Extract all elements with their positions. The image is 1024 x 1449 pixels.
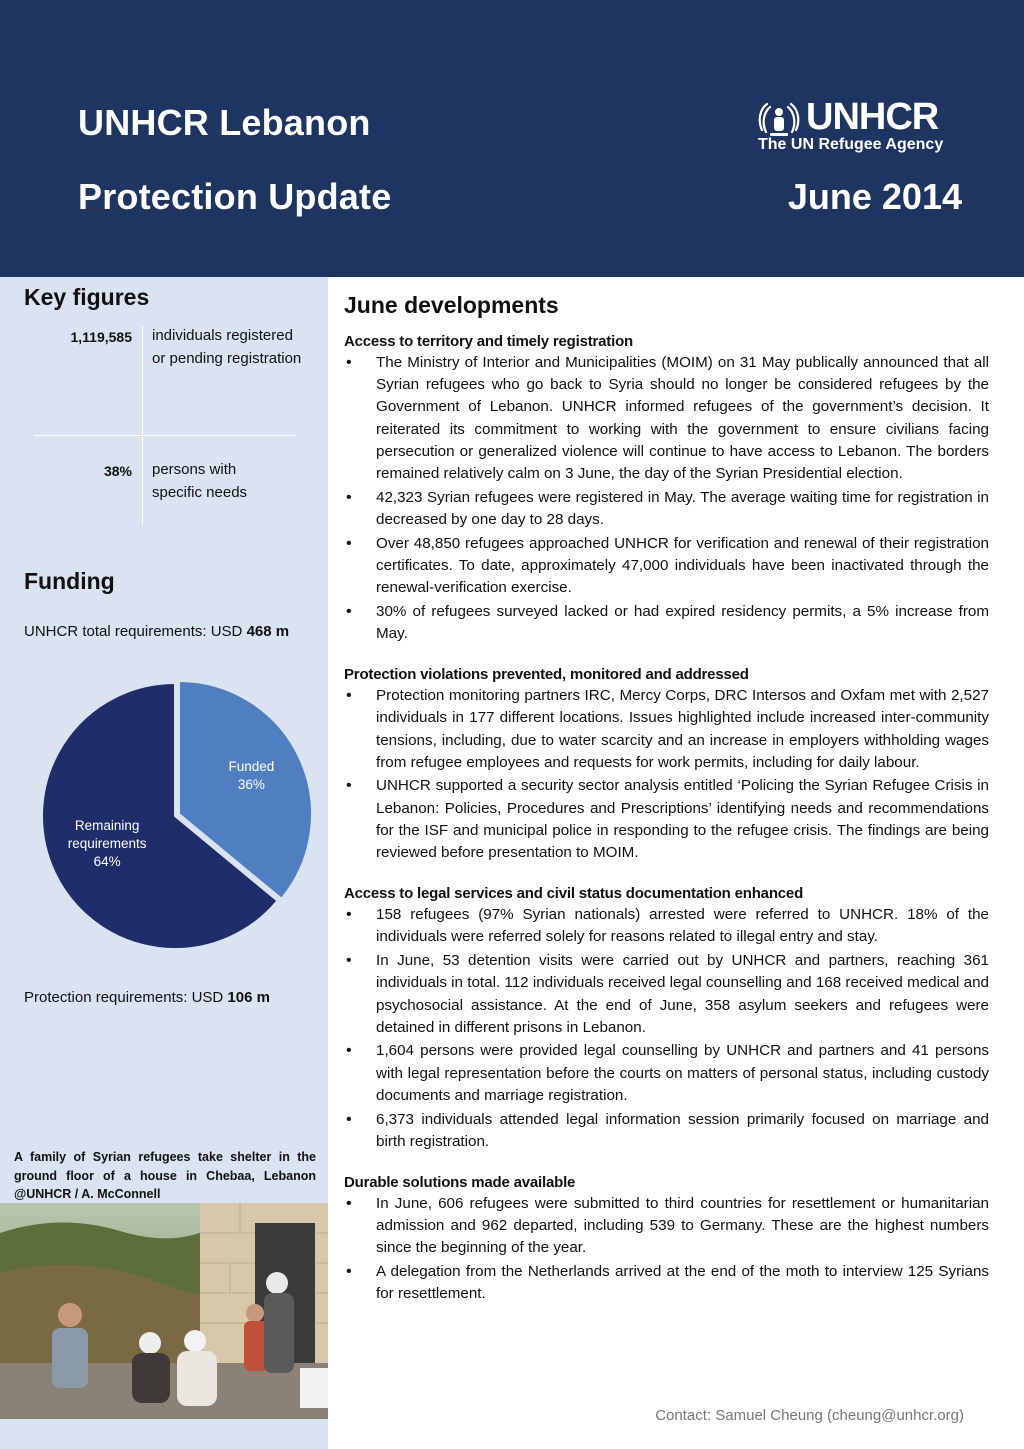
section-protection-violations <box>344 666 989 864</box>
pie-slice-label: requirements <box>67 835 147 851</box>
section-title: Protection violations prevented, monitored and addressed <box>344 666 749 684</box>
list-item <box>344 601 989 645</box>
bullet-icon: • <box>346 488 352 506</box>
protection-requirements-label: Protection requirements: USD <box>24 989 224 1006</box>
total-requirements-label: UNHCR total requirements: USD <box>24 623 243 640</box>
section-title: Access to legal services and civil status documentation enhanced <box>344 885 804 903</box>
list-item-text: Over 48,850 refugees approached UNHCR for verification and renewal of their registration certificates. To date, approximately 47,000 individuals have been inactivated through the renewal-verification exercise. <box>376 534 989 597</box>
contact-line: Contact: Samuel Cheung (cheung@unhcr.org) <box>655 1407 964 1424</box>
list-item-text: A delegation from the Netherlands arrived at the end of the moth to interview 125 Syrians for resettlement. <box>376 1263 989 1303</box>
list-item-text: 42,323 Syrian refugees were registered in May. The average waiting time for registration in decreased by one day to 28 days. <box>376 488 989 528</box>
total-requirements-value: 468 m <box>246 623 290 640</box>
key-figures-separator <box>34 435 296 436</box>
bullet-icon: • <box>346 534 352 552</box>
section-title: Access to territory and timely registration <box>344 333 633 350</box>
list-item <box>344 775 989 864</box>
list-item <box>344 950 989 1039</box>
list-item-text: 1,604 persons were provided legal counselling by UNHCR and partners and 41 persons with legal representation before the courts on matters of personal status, including custody documents and marriage registration. <box>376 1042 989 1104</box>
list-item <box>344 1040 989 1107</box>
section-title: Durable solutions made available <box>344 1174 576 1191</box>
list-item <box>344 487 989 531</box>
key-figure-value: 1,119,585 <box>70 329 132 345</box>
bullet-icon: • <box>346 602 352 620</box>
bullet-icon: • <box>346 952 352 970</box>
unhcr-emblem-icon <box>756 100 802 140</box>
list-item <box>344 685 989 774</box>
key-figure-label: persons with specific needs <box>152 461 248 501</box>
issue-date: June 2014 <box>787 176 962 217</box>
pie-value-label: 64% <box>93 853 121 869</box>
list-item <box>344 1261 989 1305</box>
key-figures-heading: Key figures <box>24 284 150 310</box>
bullet-icon: • <box>346 1263 352 1281</box>
bullet-icon: • <box>346 354 352 371</box>
bullet-icon: • <box>346 1195 352 1212</box>
unhcr-logo <box>756 96 961 160</box>
main-content <box>344 292 989 1327</box>
list-item-text: 158 refugees (97% Syrian nationals) arrested were referred to UNHCR. 18% of the individuals were referred solely for reasons related to illegal entry and stay. <box>376 906 989 946</box>
main-heading: June developments <box>344 292 559 318</box>
bullet-icon: • <box>346 1042 352 1060</box>
protection-requirements <box>24 989 270 1006</box>
funding-pie-chart <box>0 660 328 960</box>
list-item <box>344 533 989 600</box>
refugee-family-photo <box>0 1203 328 1419</box>
list-item <box>344 1109 989 1153</box>
section-durable-solutions <box>344 1174 989 1306</box>
pie-slice-label: Funded <box>228 758 275 774</box>
section-legal-services <box>344 885 989 1153</box>
list-item-text: The Ministry of Interior and Municipalities (MOIM) on 31 May publically announced that all Syrian refugees who go back to Syria should no longer be considered refugees by the Government of Lebanon. UNHCR informed refugees of the government’s decision. It reiterated its commitment to working with the government to ensure civilians facing persecution or generalized violence will continue to have access to Lebanon. The borders remained relatively calm on 3 June, the day of the Syrian Presidential election. <box>376 354 989 483</box>
key-figure-value: 38% <box>103 463 132 479</box>
funding-heading: Funding <box>24 568 115 594</box>
title-line-2: Protection Update <box>78 176 392 217</box>
list-item <box>344 1193 989 1260</box>
bullet-icon: • <box>346 906 352 924</box>
bullet-icon: • <box>346 687 352 705</box>
list-item <box>344 352 989 485</box>
bullet-icon: • <box>346 1110 352 1128</box>
list-item-text: In June, 53 detention visits were carried out by UNHCR and partners, reaching 361 individuals in total. 112 individuals received legal counselling and 168 received medical and psychosocial assistance. At the end of June, 358 asylum seekers and refugees were detained in different prisons in Lebanon. <box>376 952 989 1036</box>
logo-wordmark: UNHCR <box>806 96 939 138</box>
logo-subtitle: The UN Refugee Agency <box>758 136 944 153</box>
list-item <box>344 904 989 948</box>
photo-caption: A family of Syrian refugees take shelter in the ground floor of a house in Chebaa, Lebanon @UNHCR / A. McConnell <box>14 1150 316 1201</box>
total-requirements <box>24 623 289 640</box>
protection-requirements-value: 106 m <box>227 989 270 1006</box>
section-registration <box>344 333 989 645</box>
list-item-text: 6,373 individuals attended legal information session primarily focused on marriage and birth registration. <box>376 1110 989 1150</box>
list-item-text: UNHCR supported a security sector analysis entitled ‘Policing the Syrian Refugee Crisis in Lebanon: Policies, Procedures and Prescriptions’ identifying needs and recommendations for the ISF and municipal police in responding to the refugee crisis. The findings are being reviewed before presentation to MOIM. <box>376 777 989 862</box>
key-figure-label: individuals registered or pending registration <box>152 327 302 367</box>
list-item-text: Protection monitoring partners IRC, Mercy Corps, DRC Intersos and Oxfam met with 2,527 individuals in 177 different locations. Issues highlighted include increased inter-community tensions, including, due to water scarcity and an increase in employers withholding wages from refugee employees and requests for work permits, including for daily labour. <box>376 687 989 771</box>
bullet-icon: • <box>346 777 352 795</box>
pie-slice-label: Remaining <box>74 817 140 833</box>
key-figures-divider <box>142 437 143 525</box>
key-figures-divider <box>142 326 143 434</box>
list-item-text: In June, 606 refugees were submitted to third countries for resettlement or humanitarian admission and 962 departed, including 539 to Germany. These are the highest numbers since the beginning of the year. <box>376 1195 989 1257</box>
title-line-1: UNHCR Lebanon <box>78 102 371 143</box>
header-banner <box>0 0 1024 277</box>
pie-value-label: 36% <box>237 776 265 792</box>
list-item-text: 30% of refugees surveyed lacked or had expired residency permits, a 5% increase from May. <box>376 602 989 642</box>
